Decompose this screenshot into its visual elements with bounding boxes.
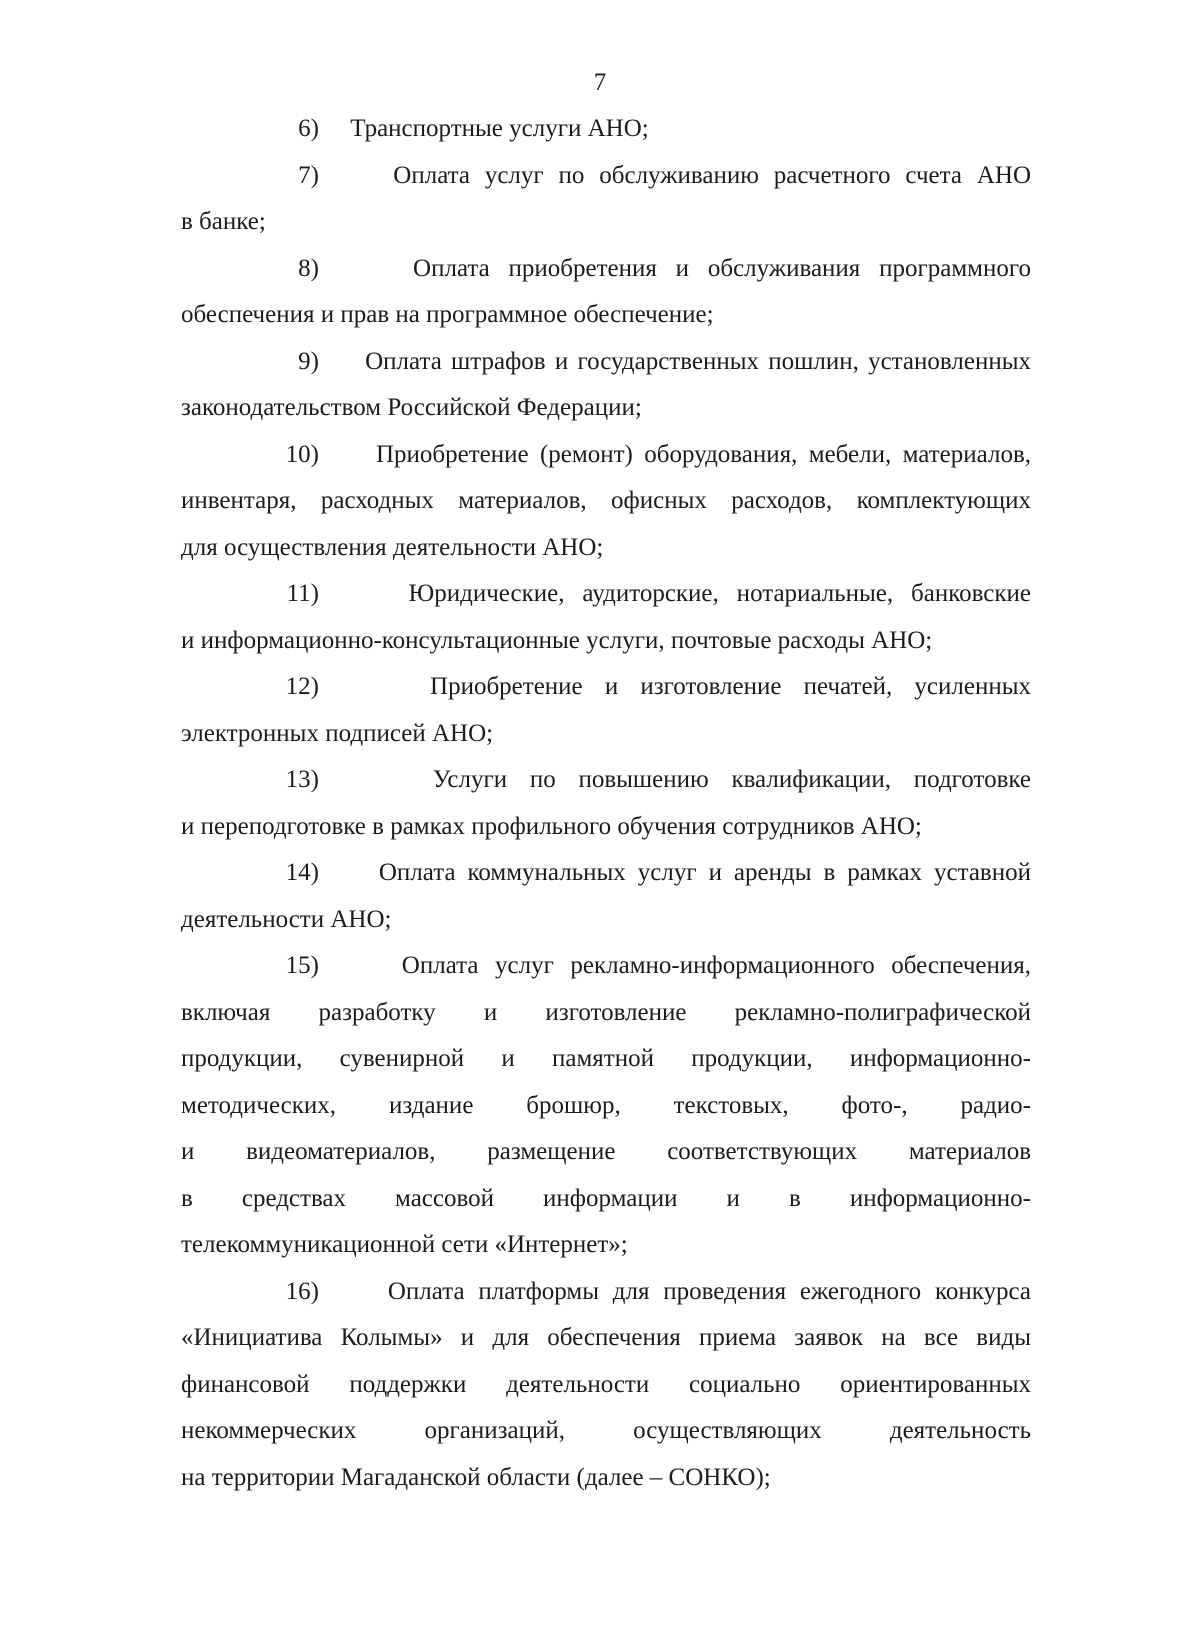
list-item [181,571,1031,664]
list-item-line: обеспечения и прав на программное обеспечение; [181,301,714,328]
list-item-line [181,432,1031,479]
list-item-line: законодательством Российской Федерации; [181,394,642,421]
list-item-text: Приобретение (ремонт) оборудования, мебели, материалов, [375,440,1031,468]
list-item [181,943,1031,1269]
list-item-text: Оплата приобретения и обслуживания программного [413,254,1031,282]
list-item-number: 12) [285,673,319,700]
list-item-line [181,1269,1031,1316]
list-item-line: в средствах массовой информации и в информационно- [181,1184,1031,1212]
list-item-line: деятельности АНО; [181,905,392,933]
list-item [181,850,1031,943]
list-item-line [181,246,1031,293]
list-item-line [181,571,1031,618]
list-item [181,153,1031,246]
list-item-number: 9) [298,347,319,375]
list-item-number: 7) [298,161,319,189]
list-item-line [181,757,1031,804]
list-item-line [181,339,1031,386]
list-item-line: телекоммуникационной сети «Интернет»; [181,1231,628,1258]
list-item-text: Оплата коммунальных услуг и аренды в рамках уставной [378,859,1031,886]
list-item-number: 8) [298,254,319,282]
list-item-text: Оплата услуг по обслуживанию расчетного счета АНО [393,161,1031,189]
list-item-line [181,106,1031,153]
list-item-text: Транспортные услуги АНО; [350,115,649,142]
list-item-line: «Инициатива Колымы» и для обеспечения приема заявок на все виды [181,1324,1031,1351]
list-item-line: для осуществления деятельности АНО; [181,533,604,561]
list-item-line: некоммерческих организаций, осуществляющих деятельность [181,1417,1031,1444]
document-body [181,106,1031,1501]
list-item-line: и переподготовке в рамках профильного обучения сотрудников АНО; [181,812,922,840]
list-item-line [181,153,1031,200]
list-item [181,246,1031,339]
list-item-line: продукции, сувенирной и памятной продукции, информационно- [181,1045,1031,1072]
list-item-line: и информационно-консультационные услуги, почтовые расходы АНО; [181,626,933,654]
list-item-number: 14) [285,859,319,886]
list-item [181,339,1031,432]
list-item-line: финансовой поддержки деятельности социально ориентированных [181,1370,1031,1398]
list-item-text: Оплата услуг рекламно-информационного обеспечения, [401,952,1031,979]
list-item [181,1269,1031,1502]
list-item-number: 11) [286,580,319,607]
page-number: 7 [593,69,607,96]
list-item-text: Услуги по повышению квалификации, подготовке [432,766,1031,793]
list-item-line: электронных подписей АНО; [181,719,494,747]
list-item-line: и видеоматериалов, размещение соответствующих материалов [181,1138,1031,1165]
list-item [181,106,1031,153]
list-item-text: Оплата штрафов и государственных пошлин, установленных [365,347,1031,375]
list-item-line [181,943,1031,990]
list-item-number: 10) [285,440,319,468]
list-item-number: 13) [285,766,319,793]
list-item-line [181,850,1031,897]
list-item-line: в банке; [181,208,266,235]
list-item-number: 16) [285,1277,319,1305]
list-item-line: включая разработку и изготовление рекламно-полиграфической [181,998,1031,1026]
list-item-line: методических, издание брошюр, текстовых, фото-, радио- [181,1091,1031,1119]
list-item [181,757,1031,850]
list-item-text: Оплата платформы для проведения ежегодного конкурса [387,1277,1031,1305]
list-item-line [181,664,1031,711]
list-item-number: 15) [285,952,319,979]
list-item [181,432,1031,572]
list-item-text: Приобретение и изготовление печатей, усиленных [430,673,1031,700]
list-item-text: Юридические, аудиторские, нотариальные, банковские [408,580,1031,607]
list-item [181,664,1031,757]
list-item-line: на территории Магаданской области (далее – СОНКО); [181,1463,771,1491]
list-item-number: 6) [298,115,319,142]
list-item-line: инвентаря, расходных материалов, офисных расходов, комплектующих [181,487,1031,514]
